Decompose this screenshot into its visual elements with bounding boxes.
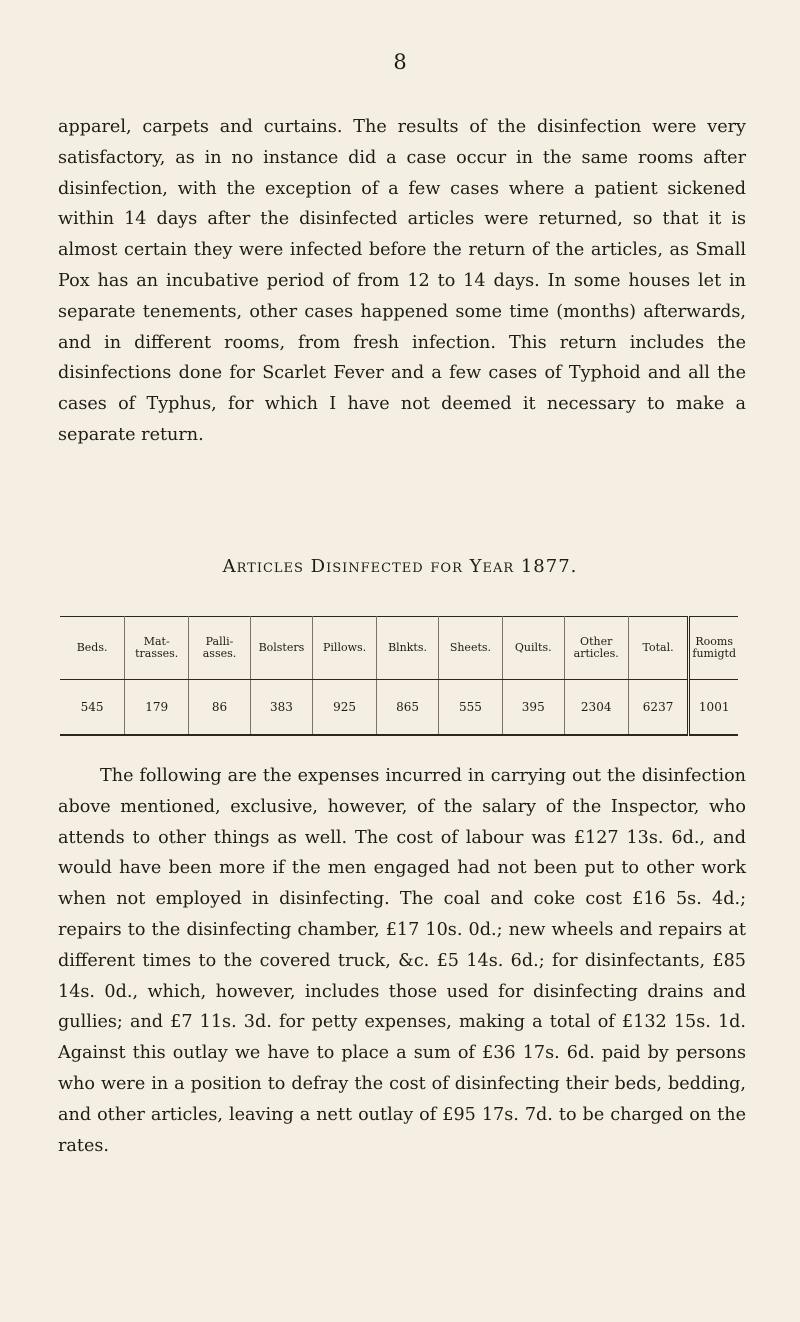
- cell-beds: 545: [80, 700, 104, 714]
- table-heading: Articles Disinfected for Year 1877.: [222, 556, 578, 577]
- page-number: 8: [393, 50, 407, 74]
- paragraph-expenses: The following are the expenses incurred in carrying out the disinfection above mentioned, exclusive, however, of the salary of the Inspector, who attends to other things as well. The cost of labour was £127 13s. 6d., and would have been more if the men engaged had not been put to other work when not employed in disinfecting. The coal and coke cost £16 5s. 4d.; repairs to the disinfecting chamber, £17 10s. 0d.; new wheels and repairs at different times to the covered truck, &c. £5 14s. 6d.; for disinfectants, £85 14s. 0d., which, however, includes those used for disinfecting drains and gullies; and £7 11s. 3d. for petty expenses, making a total of £132 15s. 1d. Against this outlay we have to place a sum of £36 17s. 6d. paid by persons who were in a position to defray the cost of disinfecting their beds, bedding, and other articles, leaving a nett outlay of £95 17s. 7d. to be charged on the rates.: [58, 766, 746, 1156]
- articles-disinfected-table: [60, 616, 738, 736]
- header-total: Total.: [628, 617, 689, 680]
- table-header-row: [60, 617, 738, 680]
- paragraph-disinfection-results: apparel, carpets and curtains. The results of the disinfection were very satisfactory, as in no instance did a case occur in the same rooms after disinfection, with the exception of a few cases where a patient sickened within 14 days after the disinfected articles were returned, so that it is almost certain they were infected before the return of the articles, as Small Pox has an incubative period of from 12 to 14 days. In some houses let in separate tenements, other cases happened some time (months) afterwards, and in different rooms, from fresh infection. This return includes the disinfections done for Scarlet Fever and a few cases of Typhoid and all the cases of Typhus, for which I have not deemed it necessary to make a separate return.: [58, 117, 746, 445]
- header-beds: Beds.: [60, 617, 125, 680]
- header-sheets: Sheets.: [438, 617, 502, 680]
- cell-quilts: 395: [502, 680, 564, 736]
- cell-blankets: 865: [377, 680, 439, 736]
- cell-total: 6237: [628, 680, 689, 736]
- header-rooms-fumigated: Rooms fumigtd: [689, 617, 738, 680]
- cell-pillows: 925: [313, 680, 377, 736]
- articles-table-container: [60, 616, 738, 736]
- table-row: [60, 680, 738, 736]
- cell-palliasses: 86: [189, 680, 251, 736]
- header-quilts: Quilts.: [502, 617, 564, 680]
- header-pillows: Pillows.: [313, 617, 377, 680]
- cell-other-articles: 2304: [564, 680, 628, 736]
- cell-bolsters: 383: [250, 680, 312, 736]
- header-bolsters: Bolsters: [250, 617, 312, 680]
- header-blankets: Blnkts.: [377, 617, 439, 680]
- header-palliasses: Palli- asses.: [189, 617, 251, 680]
- cell-mattresses: 179: [125, 680, 189, 736]
- header-mattresses: Mat- trasses.: [125, 617, 189, 680]
- header-other-articles: Other articles.: [564, 617, 628, 680]
- cell-rooms-fumigated: 1001: [689, 680, 738, 736]
- cell-sheets: 555: [438, 680, 502, 736]
